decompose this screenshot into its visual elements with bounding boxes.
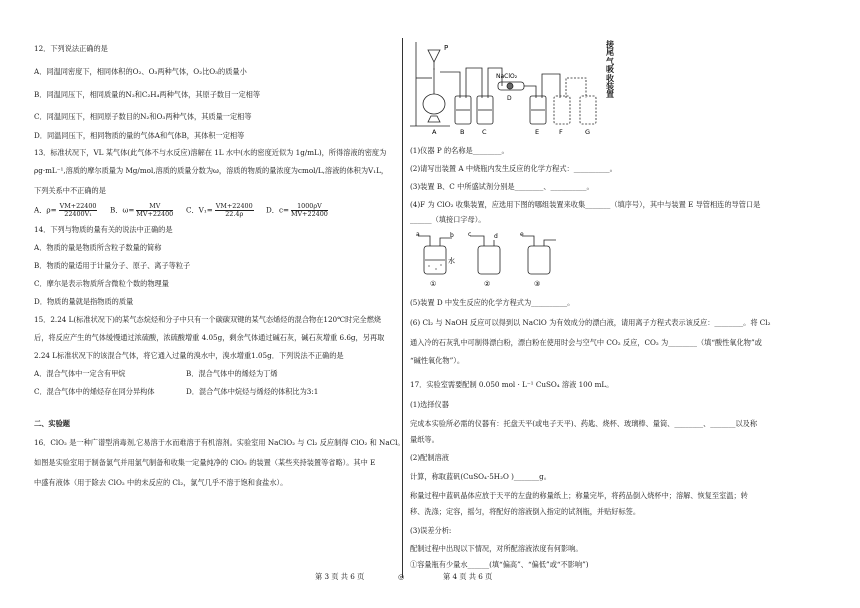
q17-part-3a: 配制过程中出现以下情况，对所配溶液浓度有何影响。 [410, 544, 583, 553]
q15-option-a: A．混合气体中一定含有甲烷 [34, 369, 126, 378]
q17-part-2: (2)配制溶液 [410, 453, 449, 462]
collection-bottles-figure [410, 230, 560, 290]
q16-line-1: 16．ClO₂ 是一种广谱型消毒剂,它易溶于水而难溶于有机溶剂。实验室用 NaClO₂ 与 Cl₂ 反应制得 ClO₂ 和 NaCl。 [34, 438, 405, 447]
q16-part-5: (5)装置 D 中发生反应的化学方程式为__________。 [410, 298, 575, 307]
q16-part-4a: (4)F 为 ClO₂ 收集装置，应选用下图的哪组装置来收集_______（填序号），其中与装置 E 导管相连的导管口是 [410, 200, 761, 209]
apparatus-side-label: 接尾气吸收装置 [606, 39, 614, 100]
center-binding-mark: ◎ [398, 572, 405, 581]
q15-line-2: 后，将反应产生的气体缓慢通过浓硫酸，浓硫酸增重 4.05g，剩余气体通过碱石灰，碱石灰增重 6.6g，另再取 [34, 333, 385, 342]
q15-option-c: C．混合气体中的烯烃存在同分异构体 [34, 387, 155, 396]
q13-b-fraction: $\frac{MV}{MV+22400}$ [136, 202, 174, 219]
q16-part-2: (2)请写出装置 A 中烧瓶内发生反应的化学方程式：__________。 [410, 164, 617, 173]
apparatus-diagram [410, 38, 620, 138]
page-divider [402, 38, 403, 578]
bottle-letter-c: c [468, 231, 472, 238]
q12-option-b: B．同温同压下，相同质量的N₂和C₂H₄两种气体，其原子数目一定相等 [34, 90, 261, 99]
q13-d-fraction: $\frac{1000\rho V}{MV+22400}$ [291, 202, 328, 219]
q16-part-6b: 通入冷的石灰乳中可制得漂白粉，漂白粉在使用时会与空气中 CO₂ 反应，CO₂ 为________（填“酸性氧化物”或 [410, 338, 762, 347]
q13-option-c: C．V₁= $\frac{VM+22400}{22.4\rho}$ [186, 202, 253, 219]
q17-part-1: (1)选择仪器 [410, 400, 449, 409]
bottle-num-3: ③ [534, 280, 541, 288]
q17-part-3: (3)误差分析: [410, 526, 452, 535]
bottle-letter-e: e [520, 231, 524, 238]
apparatus-label-d: D [507, 95, 512, 102]
q13-a-fraction: $\frac{VM+22400}{\text{22400V₁}}$ [59, 202, 97, 219]
bottle-letter-b: b [450, 232, 454, 239]
q14-option-b: B．物质的量适用于计量分子、原子、离子等粒子 [34, 261, 191, 270]
q13-c-fraction: $\frac{VM+22400}{22.4\rho}$ [215, 202, 253, 219]
q15-line-1: 15．2.24 L(标准状况下)的某气态烷烃和分子中只有一个碳碳双键的某气态烯烃的混合物在120℃时完全燃烧 [34, 315, 382, 324]
q13-line-1: 13．标准状况下，VL 某气体(此气体不与水反应)溶解在 1L 水中(水的密度近似为 1g/mL)，所得溶液的密度为 [34, 148, 387, 157]
apparatus-label-naclo2: NaClO₂ [496, 73, 518, 80]
q13-line-2: ρg·mL⁻¹,溶质的摩尔质量为 Mg/mol,溶质的质量分数为ω，溶质的物质的量浓度为cmol/L,溶液的体积为V₁L， [34, 166, 389, 175]
q12-stem: 12．下列说法正确的是 [34, 44, 108, 53]
q16-line-2: 如图是实验室用于制备氯气并用氯气制备和收集一定量纯净的 ClO₂ 的装置（某些夹持装置等省略）。其中 E [34, 458, 376, 467]
q17-part-2c: 移、洗涤；定容，摇匀，将配好的溶液倒入指定的试剂瓶，并贴好标签。 [410, 507, 641, 516]
q16-part-6c: “碱性氧化物”）。 [410, 356, 465, 365]
bottle-water-label: 水 [448, 257, 455, 265]
q14-option-d: D．物质的量就是指物质的质量 [34, 297, 134, 306]
q16-part-3: (3)装置 B、C 中所盛试剂分别是________、__________。 [410, 182, 594, 191]
q15-line-3: 2.24 L标准状况下的该混合气体，将它通入过量的溴水中，溴水增重1.05g．下列说法不正确的是 [34, 351, 344, 360]
q14-option-a: A．物质的量是物质所含粒子数量的简称 [34, 243, 162, 252]
q17-part-2b: 称量过程中蓝矾晶体应放于天平的左盘的称量纸上；称量完毕，将药品倒入烧杯中；溶解、恢复至室温；转 [410, 491, 748, 500]
q16-part-1: (1)仪器 P 的名称是________。 [410, 146, 509, 155]
q12-option-d: D．同温同压下，相同物质的量的气体A和气体B，其体积一定相等 [34, 131, 245, 140]
apparatus-label-g: G [585, 128, 591, 136]
q16-line-3: 中盛有液体（用于除去 ClO₂ 中的未反应的 Cl₂，氯气几乎不溶于饱和食盐水）。 [34, 478, 288, 487]
q13-option-b: B．ω= $\frac{MV}{MV+22400}$ [110, 202, 174, 219]
apparatus-label-p: P [444, 44, 449, 52]
q13-option-a: A．ρ= $\frac{VM+22400}{\text{22400V₁}}$ [34, 202, 97, 219]
q16-part-6a: (6) Cl₂ 与 NaOH 反应可以得到以 NaClO 为有效成分的漂白液，请用离子方程式表示该反应：________。将 Cl₂ [410, 318, 771, 327]
q12-option-c: C．同温同压下，相同原子数目的N₂和O₃两种气体，其质量一定相等 [34, 112, 252, 121]
right-page-footer: 第 4 页 共 6 页 [443, 572, 493, 581]
bottle-letter-a: a [416, 231, 420, 238]
bottle-num-2: ② [484, 280, 491, 288]
q17-part-3b: ①容量瓶有少量水______(填“偏高”、“偏低”或“不影响”) [410, 560, 589, 569]
q17-stem: 17．实验室需要配制 0.050 mol · L⁻¹ CuSO₄ 溶液 100 mL。 [410, 380, 614, 389]
apparatus-label-a: A [432, 128, 437, 136]
bottle-num-1: ① [430, 280, 437, 288]
q15-option-b: B．混合气体中的烯烃为丁烯 [186, 369, 278, 378]
q17-part-2a: 计算，称取蓝矾(CuSO₄·5H₂O )_______g。 [410, 472, 551, 481]
section-heading: 二、实验题 [34, 419, 70, 428]
apparatus-label-c: C [482, 128, 487, 136]
q12-option-a: A．同温同密度下，相同体积的O₂、O₃两种气体，O₂比O₃的质量小 [34, 67, 247, 76]
q15-option-d: D．混合气体中烷烃与烯烃的体积比为3:1 [186, 387, 319, 396]
apparatus-label-b: B [460, 128, 465, 136]
apparatus-label-e: E [535, 128, 540, 136]
q17-part-1a: 完成本实验所必需的仪器有：托盘天平(或电子天平)、药匙、烧杯、玻璃棒、量筒、________、_______以及称 [410, 419, 758, 428]
bottle-letter-d: d [494, 233, 498, 240]
q13-line-3: 下列关系中不正确的是 [34, 186, 106, 195]
q16-part-4b: ______（填接口字母）。 [410, 215, 486, 224]
apparatus-label-f: F [559, 128, 563, 136]
q14-option-c: C．摩尔是表示物质所含微粒个数的物理量 [34, 279, 169, 288]
q17-part-1b: 量纸等。 [410, 435, 439, 444]
q13-option-d: D．c= $\frac{1000\rho V}{MV+22400}$ [266, 202, 328, 219]
q14-stem: 14．下列与物质的量有关的说法中正确的是 [34, 225, 173, 234]
left-page-footer: 第 3 页 共 6 页 [315, 572, 365, 581]
